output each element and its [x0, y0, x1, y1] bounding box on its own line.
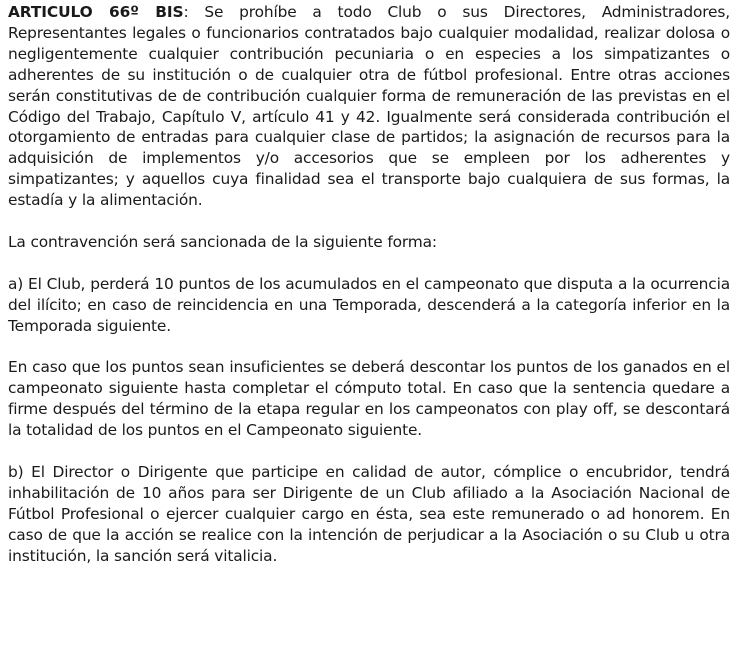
article-intro-text: : Se prohíbe a todo Club o sus Directores, Administradores, Representantes legales o funcionarios contratados bajo cualquier modalidad, realizar dolosa o negligentemente cualquier contribución pecuniaria o en especies a los simpatizantes o adherentes de su institución o de cualquier otra de fútbol profesional. Entre otras acciones serán constitutivas de de contribución cualquier forma de remuneración de las previstas en el Código del Trabajo, Capítulo V, artículo 41 y 42. Igualmente será considerada contribución el otorgamiento de entradas para cualquier clase de partidos; la asignación de recursos para la adquisición de implementos y/o accesorios que se empleen por los adherentes y simpatizantes; y aquellos cuya finalidad sea el transporte bajo cualquiera de sus formas, la estadía y la alimentación. — [8, 3, 730, 210]
article-heading: ARTICULO 66º BIS — [8, 3, 184, 21]
article-paragraph — [8, 2, 730, 211]
clause-b: b) El Director o Dirigente que participe en calidad de autor, cómplice o encubridor, tendrá inhabilitación de 10 años para ser Dirigente de un Club afiliado a la Asociación Nacional de Fútbol Profesional o ejercer cualquier cargo en ésta, sea este remunerado o ad honorem. En caso de que la acción se realice con la intención de perjudicar a la Asociación o su Club u otra institución, la sanción será vitalicia. — [8, 462, 730, 565]
clause-a-points: En caso que los puntos sean insuficientes se deberá descontar los puntos de los ganados en el campeonato siguiente hasta completar el cómputo total. En caso que la sentencia quedare a firme después del término de la etapa regular en los campeonatos con play off, se descontará la totalidad de los puntos en el Campeonato siguiente. — [8, 358, 730, 440]
clause-a: a) El Club, perderá 10 puntos de los acumulados en el campeonato que disputa a la ocurrencia del ilícito; en caso de reincidencia en una Temporada, descenderá a la categoría inferior en la Temporada siguiente. — [8, 274, 730, 335]
sanction-intro: La contravención será sancionada de la siguiente forma: — [8, 232, 437, 251]
